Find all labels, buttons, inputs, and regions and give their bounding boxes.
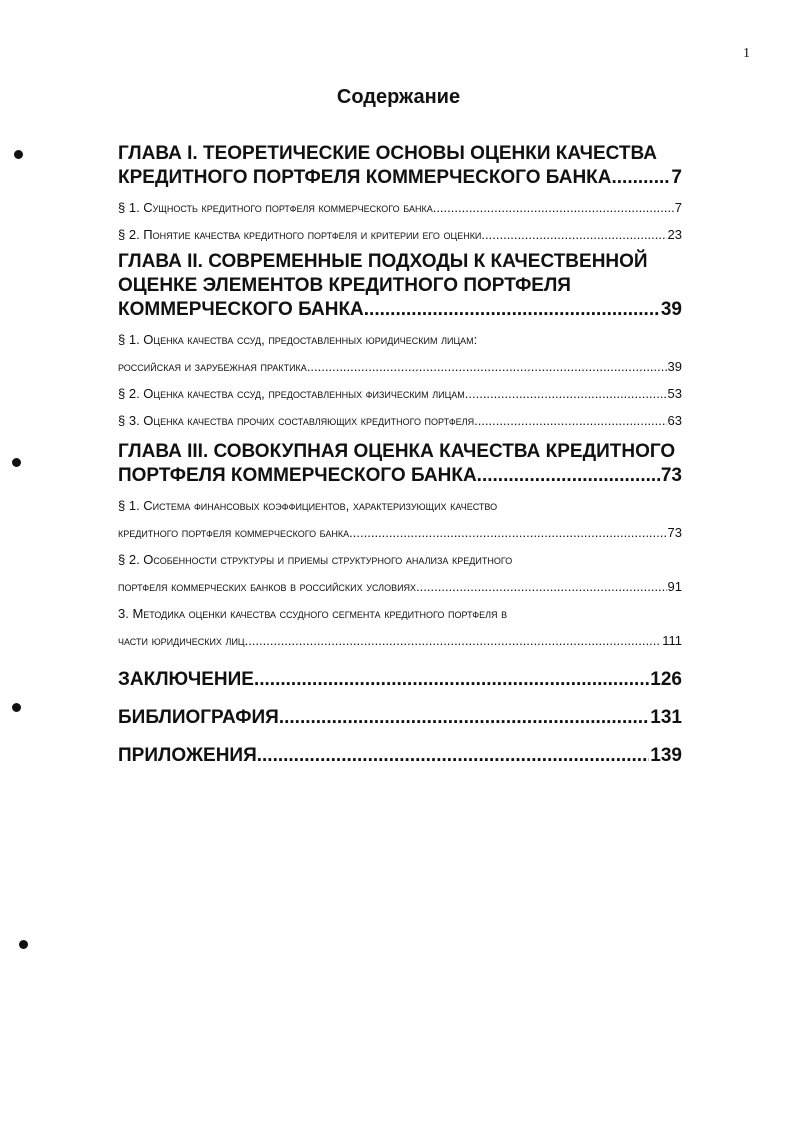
section-2-1-title-line-1: § 1. Оценка качества ссуд, предоставленных юридическим лицам: (118, 332, 478, 347)
section-3-3-title-line-2: части юридических лиц (118, 633, 245, 648)
dot-leader (349, 519, 666, 546)
scan-mark (19, 940, 28, 949)
bibliography-page: 131 (650, 707, 682, 728)
toc-section-1-2[interactable] (118, 221, 682, 248)
page-number: 1 (743, 46, 750, 61)
dot-leader (433, 194, 674, 221)
toc-section-3-2[interactable] (118, 546, 682, 600)
toc-section-2-2[interactable] (118, 380, 682, 407)
section-3-2-title-line-2: портфеля коммерческих банков в российских условиях (118, 579, 417, 594)
toc-chapter-1[interactable] (118, 142, 682, 190)
section-2-3-page: 63 (667, 413, 682, 428)
toc-appendix[interactable] (118, 744, 682, 768)
section-1-2-title: § 2. Понятие качества кредитного портфеля и критерии его оценки (118, 227, 482, 242)
chapter-1-page: 7 (671, 167, 682, 188)
section-1-1-page: 7 (674, 200, 682, 215)
toc-section-3-3[interactable] (118, 600, 682, 654)
appendix-title: ПРИЛОЖЕНИЯ (118, 745, 257, 766)
dot-leader (245, 627, 662, 654)
chapter-1-title-line-2: КРЕДИТНОГО ПОРТФЕЛЯ КОММЕРЧЕСКОГО БАНКА (118, 167, 612, 188)
dot-leader (257, 744, 650, 768)
section-1-1-title: § 1. Сущность кредитного портфеля коммерческого банка (118, 200, 433, 215)
chapter-2-title-line-1: ГЛАВА II. СОВРЕМЕННЫЕ ПОДХОДЫ К КАЧЕСТВЕННОЙ (118, 251, 648, 272)
section-2-2-title: § 2. Оценка качества ссуд, предоставленных физическим лицам (118, 386, 465, 401)
toc-section-2-3[interactable] (118, 407, 682, 434)
section-3-1-title-line-2: кредитного портфеля коммерческого банка (118, 525, 350, 540)
toc-bibliography[interactable] (118, 706, 682, 730)
chapter-3-page: 73 (660, 465, 682, 486)
dot-leader (465, 380, 667, 407)
section-3-2-title-line-1: § 2. Особенности структуры и приемы структурного анализа кредитного (118, 552, 513, 567)
dot-leader (481, 221, 666, 248)
dot-leader (611, 166, 670, 190)
scan-mark (12, 458, 21, 467)
dot-leader (477, 464, 660, 488)
toc-conclusion[interactable] (118, 668, 682, 692)
dot-leader (254, 668, 649, 692)
chapter-2-title-line-2: ОЦЕНКЕ ЭЛЕМЕНТОВ КРЕДИТНОГО ПОРТФЕЛЯ (118, 275, 571, 296)
dot-leader (416, 573, 666, 600)
toc-section-2-1[interactable] (118, 326, 682, 380)
chapter-3-title-line-2: ПОРТФЕЛЯ КОММЕРЧЕСКОГО БАНКА (118, 465, 477, 486)
chapter-3-title-line-1: ГЛАВА III. СОВОКУПНАЯ ОЦЕНКА КАЧЕСТВА КРЕДИТНОГО (118, 441, 676, 462)
scan-mark (12, 703, 21, 712)
section-2-1-title-line-2: российская и зарубежная практика (118, 359, 307, 374)
section-3-3-page: 111 (662, 633, 682, 648)
section-3-1-title-line-1: § 1. Система финансовых коэффициентов, характеризующих качество (118, 498, 498, 513)
toc-section-1-1[interactable] (118, 194, 682, 221)
bibliography-title: БИБЛИОГРАФИЯ (118, 707, 279, 728)
appendix-page: 139 (650, 745, 682, 766)
dot-leader (279, 706, 649, 730)
conclusion-title: ЗАКЛЮЧЕНИЕ (118, 669, 254, 690)
dot-leader (364, 298, 660, 322)
chapter-2-page: 39 (660, 299, 682, 320)
section-3-1-page: 73 (667, 525, 682, 540)
toc-chapter-3[interactable] (118, 440, 682, 488)
dot-leader (474, 407, 666, 434)
chapter-2-title-line-3: КОММЕРЧЕСКОГО БАНКА (118, 299, 364, 320)
section-3-3-title-line-1: 3. Методика оценки качества ссудного сегмента кредитного портфеля в (118, 606, 508, 621)
conclusion-page: 126 (650, 669, 682, 690)
section-3-2-page: 91 (667, 579, 682, 594)
dot-leader (307, 353, 667, 380)
section-2-2-page: 53 (667, 386, 682, 401)
section-2-1-page: 39 (667, 359, 682, 374)
chapter-1-title-line-1: ГЛАВА I. ТЕОРЕТИЧЕСКИЕ ОСНОВЫ ОЦЕНКИ КАЧЕСТВА (118, 143, 658, 164)
table-of-contents (118, 142, 682, 768)
scan-mark (14, 150, 23, 159)
section-2-3-title: § 3. Оценка качества прочих составляющих кредитного портфеля (118, 413, 475, 428)
page-title: Содержание (336, 86, 461, 108)
toc-chapter-2[interactable] (118, 250, 682, 322)
section-1-2-page: 23 (667, 227, 682, 242)
toc-section-3-1[interactable] (118, 492, 682, 546)
